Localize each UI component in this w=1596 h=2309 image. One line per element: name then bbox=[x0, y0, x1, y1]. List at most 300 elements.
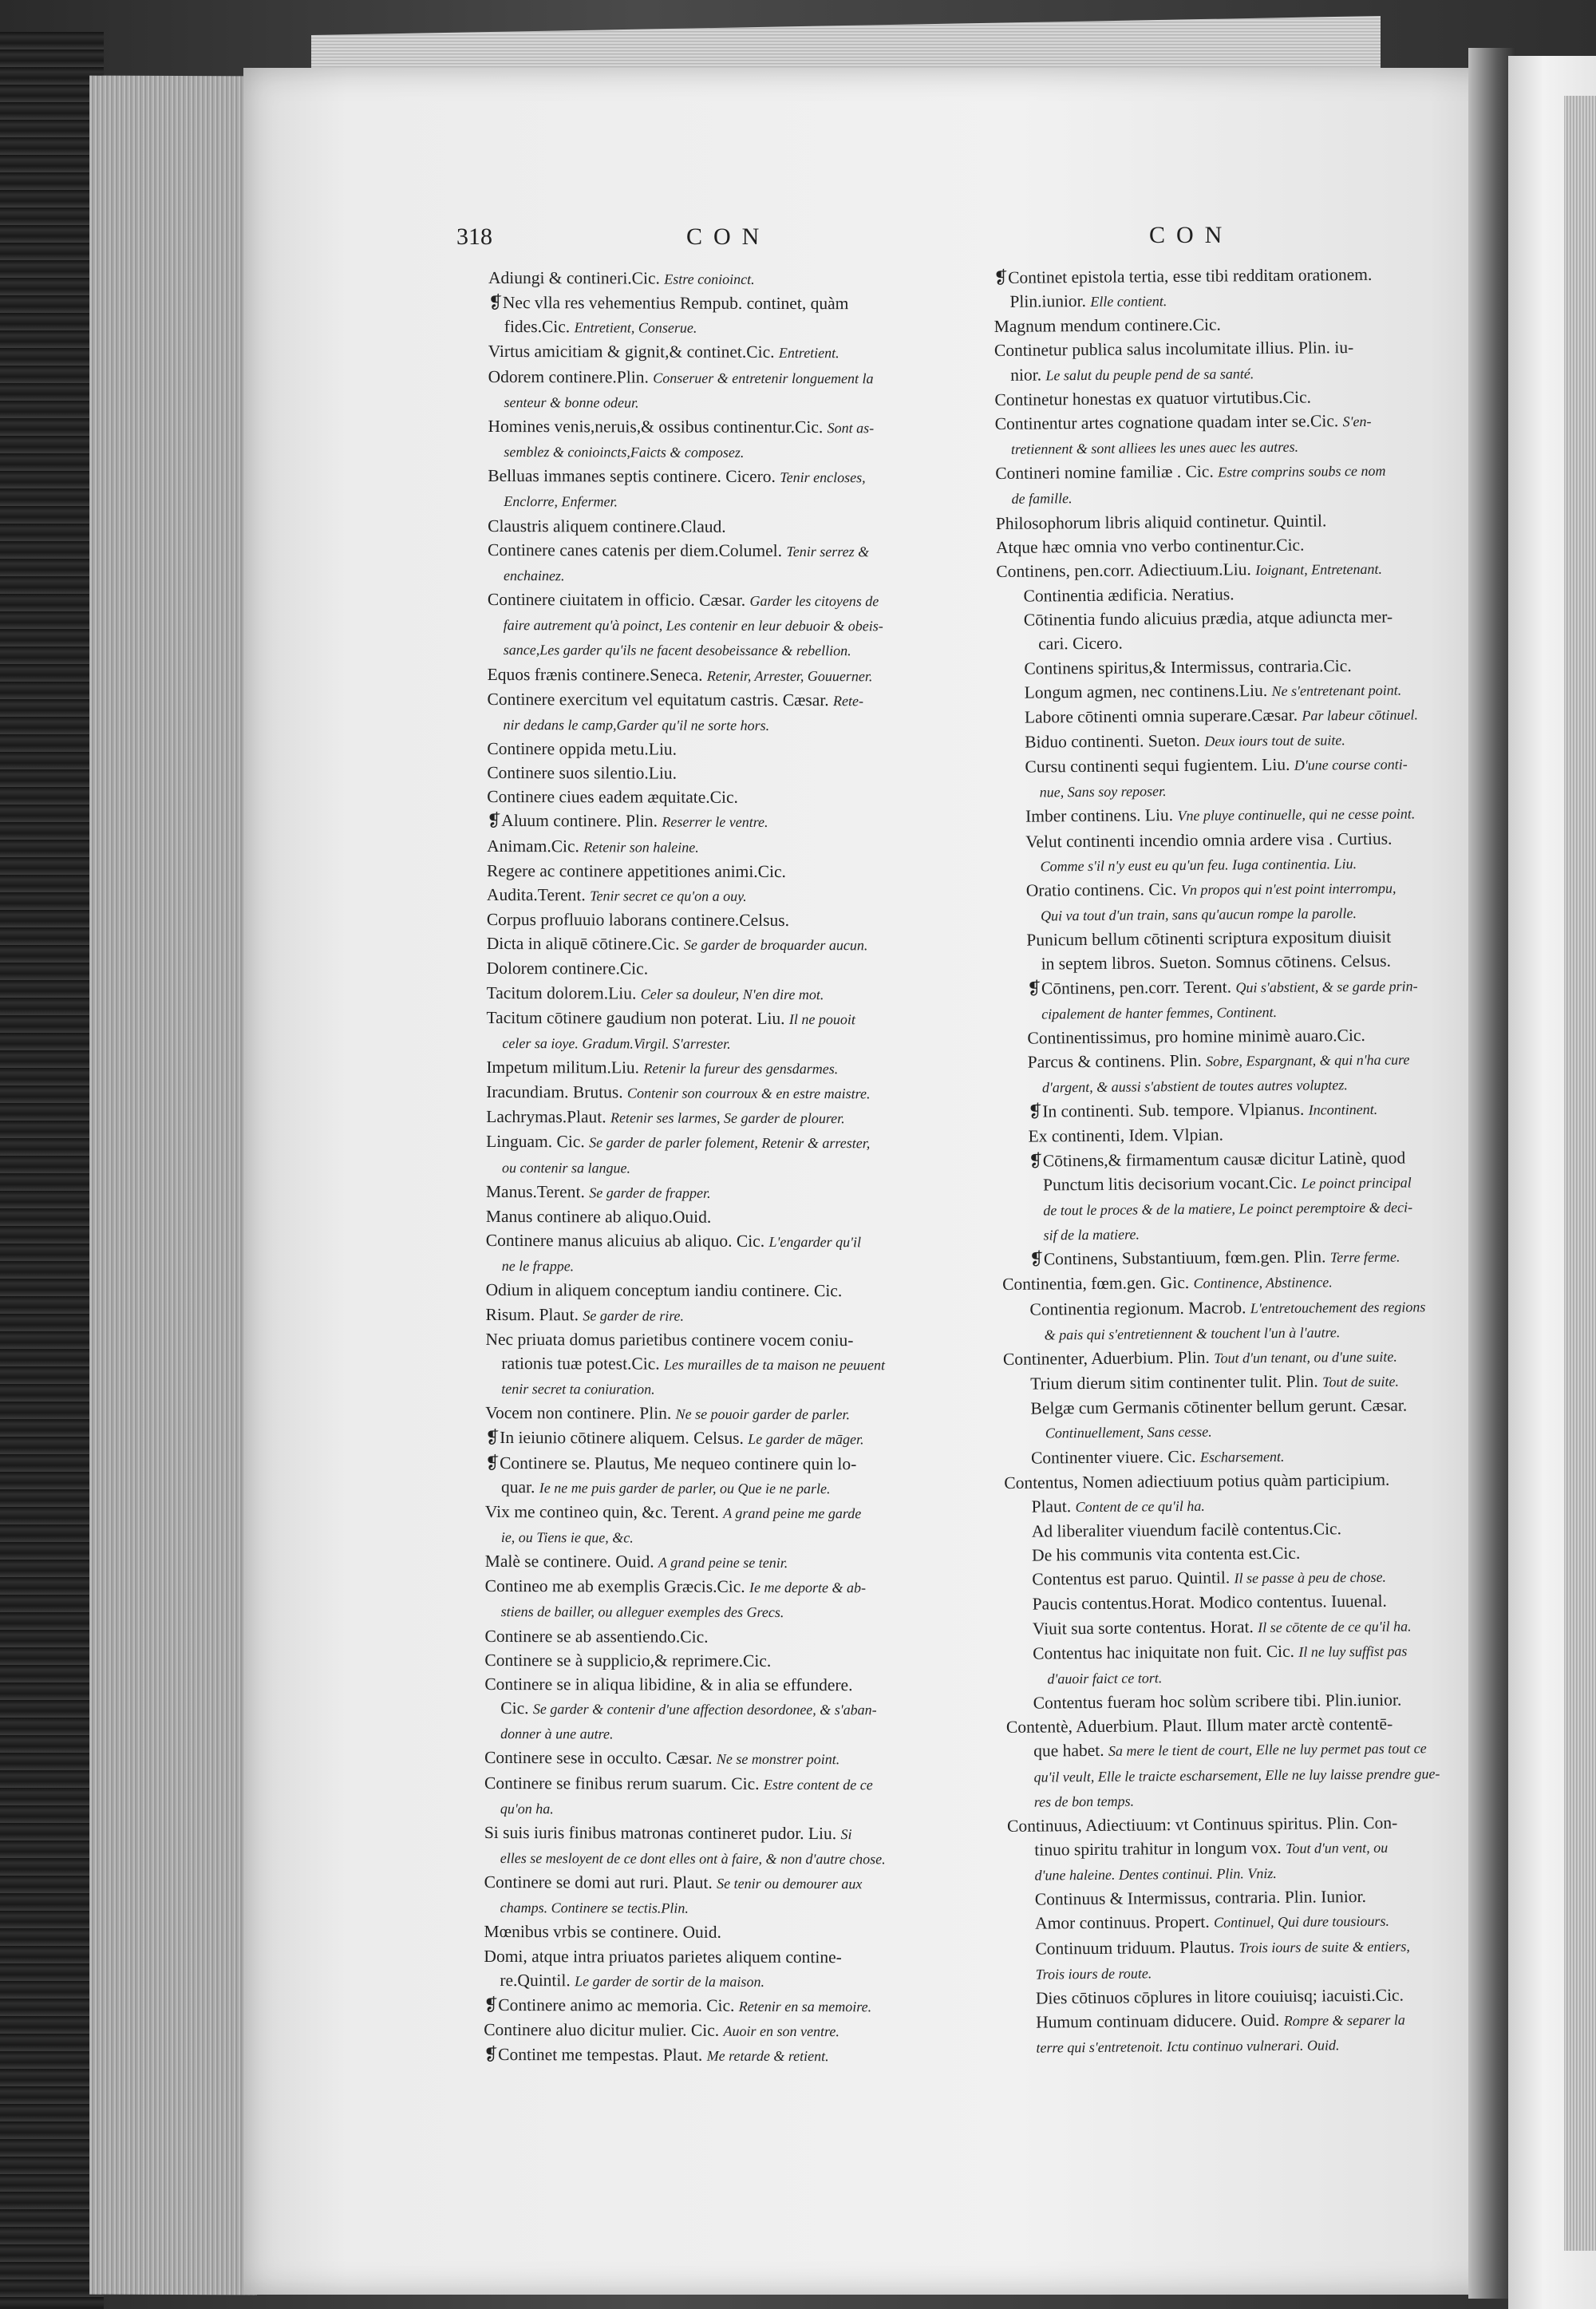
latin-text: Ex continenti, Idem. Vlpian. bbox=[1028, 1125, 1224, 1147]
french-gloss: Entretient, Conserue. bbox=[574, 319, 697, 336]
french-gloss: A grand peine se tenir. bbox=[658, 1554, 788, 1572]
entry-line bbox=[486, 1303, 957, 1329]
entry-line bbox=[484, 1944, 954, 1970]
latin-text: Continere se domi aut ruri. Plaut. bbox=[484, 1872, 713, 1892]
entry-line bbox=[488, 612, 958, 639]
entry-line bbox=[485, 1450, 956, 1476]
french-gloss: Tout d'un vent, ou bbox=[1285, 1839, 1389, 1856]
french-gloss: Ne s'entretenant point. bbox=[1271, 682, 1402, 699]
french-gloss: Garder les citoyens de bbox=[749, 592, 879, 610]
entry-line bbox=[486, 1055, 957, 1081]
latin-text: Belgæ cum Germanis cōtinenter bellum gerunt. Cæsar. bbox=[1030, 1395, 1408, 1418]
latin-text: Punicum bellum cōtinenti scriptura expositum diuisit bbox=[1026, 927, 1392, 950]
latin-text: Adiungi & contineri.Cic. bbox=[488, 268, 660, 288]
left-column bbox=[484, 266, 959, 2069]
entry-line bbox=[485, 1599, 956, 1625]
entry-line bbox=[486, 1204, 957, 1230]
entry-line bbox=[1000, 998, 1464, 1026]
entry-line bbox=[996, 556, 1460, 584]
french-gloss: L'engarder qu'il bbox=[768, 1234, 862, 1251]
entry-line bbox=[486, 1030, 957, 1057]
french-gloss: Estre comprins soubs ce nom bbox=[1218, 462, 1386, 480]
entry-line bbox=[1001, 1219, 1466, 1247]
entry-line bbox=[485, 1475, 956, 1501]
entry-line bbox=[1001, 1096, 1465, 1125]
latin-text: Contentus est paruo. Quintil. bbox=[1032, 1568, 1231, 1589]
french-gloss: Continence, Abstinence. bbox=[1193, 1274, 1333, 1292]
entry-line bbox=[485, 1376, 956, 1402]
latin-text: Odium in aliquem conceptum iandiu continere. Cic. bbox=[485, 1280, 843, 1301]
entry-line bbox=[1008, 1932, 1472, 1961]
latin-text: Contentus, Nomen adiectiuum potius quàm participium. bbox=[1004, 1469, 1390, 1493]
french-gloss: Entretient. bbox=[778, 345, 839, 362]
latin-text: cari. Cicero. bbox=[1038, 633, 1123, 654]
latin-text: Belluas immanes septis continere. Cicero. bbox=[488, 466, 776, 487]
entry-line bbox=[485, 1500, 956, 1526]
entry-line bbox=[1002, 1243, 1467, 1272]
latin-text: Claustris aliquem continere.Claud. bbox=[488, 516, 726, 536]
entry-line bbox=[1005, 1638, 1470, 1667]
latin-text: Continentia ædificia. Neratius. bbox=[1023, 584, 1235, 606]
latin-text: ❡Continens, Substantiuum, fœm.gen. Plin. bbox=[1029, 1247, 1326, 1269]
entry-line bbox=[1001, 1046, 1465, 1075]
entry-line bbox=[487, 737, 958, 762]
entry-line bbox=[485, 1549, 956, 1576]
entry-line bbox=[487, 834, 958, 860]
entry-line bbox=[487, 907, 958, 933]
french-gloss: Se garder de rire. bbox=[583, 1307, 685, 1324]
french-gloss: Le salut du peuple pend de sa santé. bbox=[1045, 365, 1254, 384]
french-gloss: donner à une autre. bbox=[500, 1726, 614, 1742]
entry-line bbox=[488, 339, 959, 366]
french-gloss: senteur & bonne odeur. bbox=[504, 393, 639, 411]
latin-text: Continere se in aliqua libidine, & in alia se effundere. bbox=[484, 1674, 853, 1695]
entry-line bbox=[488, 538, 958, 564]
latin-text: Contineri nomine familiæ . Cic. bbox=[995, 461, 1214, 484]
entry-line bbox=[1006, 1760, 1471, 1789]
french-gloss: stiens de bailler, ou alleguer exemples des Grecs. bbox=[500, 1603, 784, 1621]
latin-text: Continens, pen.corr. Adiectiuum.Liu. bbox=[996, 559, 1251, 581]
entry-line bbox=[1006, 1735, 1471, 1764]
french-gloss: Elle contient. bbox=[1090, 293, 1167, 310]
entry-line bbox=[487, 883, 958, 909]
entry-line bbox=[998, 850, 1463, 879]
entry-line bbox=[487, 712, 958, 738]
entry-line bbox=[1003, 1319, 1468, 1347]
latin-text: Vix me contineo quin, &c. Terent. bbox=[484, 1501, 719, 1522]
entry-line bbox=[1008, 1908, 1472, 1936]
entry-line bbox=[999, 875, 1464, 903]
latin-text: Animam.Cic. bbox=[487, 836, 579, 856]
french-gloss: Ie me deporte & ab- bbox=[749, 1580, 867, 1596]
latin-text: Atque hæc omnia vno verbo continentur.Cic. bbox=[995, 535, 1305, 557]
entry-line bbox=[488, 314, 959, 341]
entry-line bbox=[488, 464, 958, 490]
french-gloss: Terre ferme. bbox=[1329, 1248, 1400, 1266]
french-gloss: Tenir serrez & bbox=[786, 543, 870, 559]
french-gloss: d'une haleine. Dentes continui. Plin. Vniz. bbox=[1034, 1865, 1277, 1884]
latin-text: Oratio continens. Cic. bbox=[1025, 879, 1177, 900]
french-gloss: L'entretouchement des regions bbox=[1250, 1298, 1426, 1316]
latin-text: Continere ciues eadem æquitate.Cic. bbox=[487, 787, 738, 808]
book-cover-edge bbox=[0, 32, 104, 2309]
french-gloss: Ne se pouoir garder de parler. bbox=[675, 1406, 851, 1423]
latin-text: ❡Cōtinens,& firmamentum causæ dicitur Latinè, quod bbox=[1028, 1148, 1406, 1171]
french-gloss: Content de ce qu'il ha. bbox=[1075, 1497, 1205, 1515]
french-gloss: Me retarde & retient. bbox=[706, 2047, 829, 2065]
latin-text: Punctum litis decisorium vocant.Cic. bbox=[1042, 1172, 1298, 1195]
french-gloss: Sont as- bbox=[827, 420, 875, 437]
facing-page-edge bbox=[1564, 96, 1596, 2251]
entry-line bbox=[1009, 2031, 1473, 2060]
french-gloss: Tenir secret ce qu'on a ouy. bbox=[590, 888, 747, 904]
latin-text: Parcus & continens. Plin. bbox=[1027, 1050, 1202, 1072]
entry-line bbox=[485, 1351, 956, 1378]
french-gloss: Tout d'un tenant, ou d'une suite. bbox=[1214, 1348, 1397, 1366]
entry-line bbox=[488, 439, 958, 465]
french-gloss: Retenir, Arrester, Gouuerner. bbox=[706, 667, 873, 684]
french-gloss: sance,Les garder qu'ils ne facent desobeissance & rebellion. bbox=[503, 642, 851, 659]
latin-text: Paucis contentus.Horat. Modico contentus. Iuuenal. bbox=[1032, 1591, 1387, 1615]
french-gloss: Celer sa douleur, N'en dire mot. bbox=[640, 986, 824, 1002]
french-gloss: Continuel, Qui dure tousiours. bbox=[1213, 1913, 1389, 1931]
french-gloss: Retenir en sa memoire. bbox=[738, 1998, 872, 2015]
latin-text: Contineo me ab exemplis Græcis.Cic. bbox=[484, 1576, 745, 1597]
entry-line bbox=[998, 677, 1462, 706]
latin-text: Continenter viuere. Cic. bbox=[1030, 1446, 1196, 1468]
french-gloss: sif de la matiere. bbox=[1043, 1226, 1140, 1243]
latin-text: Homines venis,neruis,& ossibus continentur.Cic. bbox=[488, 416, 824, 437]
entry-line bbox=[485, 1327, 956, 1353]
latin-text: Philosophorum libris aliquid continetur. Quintil. bbox=[995, 510, 1327, 533]
french-gloss: Retenir la fureur des gensdarmes. bbox=[643, 1060, 839, 1077]
french-gloss: Estre conioinct. bbox=[664, 271, 755, 287]
french-gloss: champs. Continere se tectis.Plin. bbox=[500, 1900, 689, 1916]
latin-text: Plin.iunior. bbox=[1009, 291, 1087, 311]
entry-line bbox=[1005, 1564, 1469, 1592]
french-gloss: enchainez. bbox=[503, 567, 565, 584]
french-gloss: Qui s'abstient, & se garde prin- bbox=[1235, 977, 1418, 995]
entry-line bbox=[1007, 1785, 1472, 1814]
french-gloss: Incontinent. bbox=[1308, 1101, 1378, 1118]
french-gloss: Il ne luy suffist pas bbox=[1298, 1643, 1408, 1660]
page-stack-edge bbox=[89, 76, 257, 2295]
latin-text: Domi, atque intra priuatos parietes aliquem contine- bbox=[484, 1946, 842, 1967]
french-gloss: Rompre & separer la bbox=[1283, 2011, 1405, 2030]
latin-text: Contentus hac iniquitate non fuit. Cic. bbox=[1033, 1641, 1295, 1663]
entry-line bbox=[484, 1968, 954, 1995]
french-gloss: S'en- bbox=[1342, 413, 1372, 430]
latin-text: re.Quintil. bbox=[500, 1970, 571, 1991]
french-gloss: qu'on ha. bbox=[500, 1800, 554, 1817]
french-gloss: Le garder de māger. bbox=[748, 1431, 864, 1448]
french-gloss: qu'il veult, Elle le traicte escharsement, Elle ne luy laisse prendre gue- bbox=[1033, 1765, 1440, 1785]
latin-text: Manus continere ab aliquo.Ouid. bbox=[485, 1206, 712, 1227]
latin-text: Contentè, Aduerbium. Plaut. Illum mater arctè contentē- bbox=[1005, 1714, 1393, 1738]
entry-line bbox=[488, 587, 958, 614]
entry-line bbox=[1005, 1612, 1470, 1641]
entry-line bbox=[1003, 1343, 1468, 1372]
latin-text: tinuo spiritu trahitur in longum vox. bbox=[1034, 1837, 1282, 1860]
french-gloss: Reserrer le ventre. bbox=[662, 814, 768, 831]
entry-line bbox=[484, 1870, 955, 1896]
french-gloss: nue, Sans soy reposer. bbox=[1039, 783, 1167, 801]
french-gloss: tretiennent & sont alliees les unes auec les autres. bbox=[1010, 438, 1299, 457]
entry-line bbox=[488, 266, 959, 292]
latin-text: ❡In continenti. Sub. tempore. Vlpianus. bbox=[1028, 1099, 1305, 1121]
latin-text: Humum continuam diducere. Ouid. bbox=[1036, 2010, 1280, 2032]
latin-text: Cōtinentia fundo alicuius prædia, atque adiuncta mer- bbox=[1023, 607, 1393, 630]
latin-text: Continere se à supplicio,& reprimere.Cic. bbox=[484, 1650, 772, 1670]
entry-line bbox=[488, 291, 959, 316]
latin-text: Vocem non continere. Plin. bbox=[485, 1403, 672, 1423]
latin-text: Linguam. Cic. bbox=[486, 1132, 585, 1152]
french-gloss: Il se cōtente de ce qu'il ha. bbox=[1258, 1618, 1412, 1635]
entry-line bbox=[486, 1228, 957, 1255]
french-gloss: ne le frappe. bbox=[501, 1258, 575, 1275]
latin-text: Labore cōtinenti omnia superare.Cæsar. bbox=[1024, 705, 1298, 727]
latin-text: fides.Cic. bbox=[504, 317, 571, 337]
french-gloss: tenir secret ta coniuration. bbox=[501, 1381, 655, 1398]
entry-line bbox=[998, 702, 1462, 730]
latin-text: Amor continuus. Propert. bbox=[1035, 1912, 1210, 1934]
latin-text: Dies cōtinuos cōplures in litore couiuisq; iacuisti.Cic. bbox=[1035, 1985, 1404, 2008]
entry-line bbox=[487, 981, 958, 1007]
entry-line bbox=[488, 637, 958, 663]
french-gloss: Sobre, Espargnant, & qui n'ha cure bbox=[1205, 1051, 1410, 1069]
latin-text: Continere exercitum vel equitatum castris. Cæsar. bbox=[487, 689, 829, 710]
latin-text: Continentur artes cognatione quadam inter se.Cic. bbox=[994, 411, 1339, 433]
latin-text: Continere aluo dicitur mulier. Cic. bbox=[484, 2020, 720, 2040]
french-gloss: Deux iours tout de suite. bbox=[1204, 732, 1345, 749]
french-gloss: Vne pluye continuelle, qui ne cesse point. bbox=[1177, 805, 1416, 824]
entry-line bbox=[1003, 1368, 1468, 1397]
latin-text: nior. bbox=[1010, 365, 1042, 385]
entry-line bbox=[486, 1105, 957, 1131]
french-gloss: Continuellement, Sans cesse. bbox=[1045, 1424, 1212, 1441]
entry-line bbox=[486, 1253, 957, 1279]
latin-text: Ad liberaliter viuendum facilè contentus.Cic. bbox=[1031, 1519, 1342, 1541]
french-gloss: terre qui s'entretenoit. Ictu continuo vulnerari. Ouid. bbox=[1036, 2037, 1340, 2056]
entry-line bbox=[1003, 1393, 1468, 1421]
entry-line bbox=[486, 1006, 957, 1032]
french-gloss: res de bon temps. bbox=[1033, 1793, 1135, 1810]
french-gloss: faire autrement qu'à poinct, Les contenir en leur debuoir & obeis- bbox=[503, 617, 883, 635]
latin-text: Continere sese in occulto. Cæsar. bbox=[484, 1748, 713, 1769]
entry-line bbox=[998, 776, 1463, 805]
french-gloss: Trois iours de suite & entiers, bbox=[1238, 1938, 1410, 1956]
entry-line bbox=[484, 1696, 955, 1722]
french-gloss: Tout de suite. bbox=[1322, 1373, 1400, 1390]
latin-text: ❡Continet me tempestas. Plaut. bbox=[484, 2045, 703, 2065]
entry-line bbox=[1004, 1417, 1468, 1445]
latin-text: Continetur publica salus incolumitate illius. Plin. iu- bbox=[994, 338, 1354, 361]
entry-line bbox=[484, 1721, 955, 1747]
entry-line bbox=[1002, 1268, 1467, 1297]
french-gloss: Tenir encloses, bbox=[780, 469, 866, 486]
latin-text: Tacitum cōtinere gaudium non poterat. Liu. bbox=[486, 1007, 785, 1028]
latin-text: Impetum militum.Liu. bbox=[486, 1057, 640, 1077]
entry-line bbox=[1001, 1145, 1466, 1173]
entry-line bbox=[486, 1278, 957, 1303]
entry-line bbox=[484, 1920, 954, 1945]
french-gloss: Si bbox=[840, 1826, 852, 1843]
latin-text: in septem libros. Sueton. Somnus cōtinens. Celsus. bbox=[1041, 951, 1392, 974]
entry-line bbox=[486, 1155, 957, 1181]
page-number: 318 bbox=[456, 223, 492, 250]
entry-line bbox=[486, 1080, 957, 1106]
entry-line bbox=[488, 563, 958, 589]
entry-line bbox=[1002, 1293, 1467, 1322]
latin-text: Trium dierum sitim continenter tulit. Plin. bbox=[1030, 1371, 1318, 1394]
latin-text: Continere suos silentio.Liu. bbox=[487, 763, 678, 783]
latin-text: Biduo continenti. Sueton. bbox=[1025, 730, 1201, 752]
latin-text: Equos frænis continere.Seneca. bbox=[487, 664, 703, 685]
latin-text: Dolorem continere.Cic. bbox=[486, 959, 649, 979]
french-gloss: A grand peine me garde bbox=[723, 1504, 862, 1522]
entry-line bbox=[1005, 1663, 1470, 1691]
latin-text: Contentus fueram hoc solùm scribere tibi. Plin.iunior. bbox=[1033, 1690, 1402, 1713]
entry-line bbox=[995, 408, 1460, 437]
entry-line bbox=[1001, 1071, 1465, 1100]
latin-text: Continere ciuitatem in officio. Cæsar. bbox=[487, 590, 746, 610]
entry-line bbox=[485, 1401, 956, 1427]
entry-line bbox=[998, 751, 1462, 780]
french-gloss: Se garder de broquarder aucun. bbox=[683, 936, 868, 954]
entry-line bbox=[994, 286, 1458, 314]
entry-line bbox=[484, 1796, 955, 1822]
latin-text: Continuus & Intermissus, contraria. Plin. Iunior. bbox=[1034, 1887, 1367, 1909]
entry-line bbox=[488, 514, 958, 540]
latin-text: que habet. bbox=[1033, 1741, 1104, 1761]
french-gloss: Retenir son haleine. bbox=[583, 838, 699, 856]
french-gloss: Ne se monstrer point. bbox=[716, 1751, 840, 1768]
french-gloss: Ie ne me puis garder de parler, ou Que ie ne parle. bbox=[539, 1479, 831, 1497]
entry-line bbox=[1007, 1859, 1472, 1888]
french-gloss: de tout le proces & de la matiere, Le poinct peremptoire & deci- bbox=[1043, 1199, 1413, 1219]
entry-line bbox=[488, 414, 958, 441]
entry-line bbox=[1006, 1687, 1471, 1715]
latin-text: Cursu continenti sequi fugientem. Liu. bbox=[1025, 754, 1290, 777]
entry-line bbox=[998, 801, 1463, 829]
french-gloss: Escharsement. bbox=[1199, 1448, 1285, 1465]
entry-line bbox=[1001, 1169, 1466, 1198]
latin-text: Viuit sua sorte contentus. Horat. bbox=[1032, 1616, 1254, 1639]
latin-text: Continere se finibus rerum suarum. Cic. bbox=[484, 1773, 760, 1793]
french-gloss: Contenir son courroux & en estre maistre. bbox=[627, 1085, 871, 1102]
latin-text: Tacitum dolorem.Liu. bbox=[486, 983, 637, 1003]
entry-line bbox=[484, 1821, 955, 1847]
latin-text: Longum agmen, nec continens.Liu. bbox=[1024, 680, 1268, 702]
latin-text: Continentia, fœm.gen. Gic. bbox=[1002, 1273, 1190, 1295]
entry-line bbox=[486, 1180, 957, 1206]
latin-text: Iracundiam. Brutus. bbox=[486, 1082, 623, 1102]
entry-line bbox=[995, 433, 1460, 461]
french-gloss: Estre content de ce bbox=[763, 1776, 873, 1793]
latin-text: Continere oppida metu.Liu. bbox=[487, 738, 678, 759]
french-gloss: Il se passe à peu de chose. bbox=[1234, 1569, 1387, 1587]
french-gloss: Se tenir ou demourer aux bbox=[717, 1875, 863, 1892]
latin-text: Continens spiritus,& Intermissus, contraria.Cic. bbox=[1024, 655, 1352, 678]
entry-line bbox=[484, 2042, 954, 2069]
latin-text: Continere se ab assentiendo.Cic. bbox=[484, 1626, 709, 1647]
entry-line bbox=[1000, 972, 1464, 1001]
latin-text: Nec priuata domus parietibus continere vocem coniu- bbox=[485, 1329, 854, 1350]
entry-line bbox=[488, 389, 959, 416]
right-column bbox=[994, 262, 1474, 2060]
entry-line bbox=[485, 1574, 956, 1600]
latin-text: Manus.Terent. bbox=[485, 1181, 585, 1202]
entry-line bbox=[994, 359, 1459, 388]
entry-line bbox=[487, 956, 958, 982]
entry-line bbox=[484, 1672, 955, 1698]
french-gloss: Auoir en son ventre. bbox=[723, 2022, 839, 2040]
french-gloss: Les murailles de ta maison ne peuuent bbox=[664, 1356, 886, 1374]
latin-text: Continentissimus, pro homine minimè auaro.Cic. bbox=[1027, 1025, 1365, 1048]
french-gloss: de famille. bbox=[1011, 490, 1073, 508]
french-gloss: Se garder de parler folement, Retenir & arrester, bbox=[589, 1134, 871, 1152]
french-gloss: Enclorre, Enfermer. bbox=[504, 493, 618, 510]
entry-line bbox=[488, 687, 958, 714]
french-gloss: Le garder de sortir de la maison. bbox=[575, 1973, 764, 1990]
entry-line bbox=[484, 2018, 954, 2044]
french-gloss: semblez & conioincts,Faicts & composez. bbox=[504, 444, 745, 461]
latin-text: quar. bbox=[500, 1477, 535, 1497]
entry-line bbox=[486, 1129, 957, 1156]
entry-line bbox=[488, 488, 958, 515]
latin-text: ❡In ieiunio cōtinere aliquem. Celsus. bbox=[485, 1428, 744, 1449]
french-gloss: celer sa ioye. Gradum.Virgil. S'arrester. bbox=[502, 1034, 731, 1052]
latin-text: rationis tuæ potest.Cic. bbox=[501, 1353, 660, 1374]
french-gloss: ou contenir sa langue. bbox=[502, 1159, 631, 1176]
latin-text: Regere ac continere appetitiones animi.Cic. bbox=[486, 860, 786, 881]
latin-text: Continere canes catenis per diem.Columel. bbox=[488, 540, 783, 560]
entry-line bbox=[995, 482, 1460, 511]
entry-line bbox=[997, 604, 1461, 632]
entry-line bbox=[485, 1425, 956, 1452]
entry-line bbox=[487, 761, 958, 786]
latin-text: Continenter, Aduerbium. Plin. bbox=[1002, 1347, 1210, 1369]
latin-text: Imber continens. Liu. bbox=[1025, 805, 1174, 827]
entry-line bbox=[487, 785, 958, 810]
latin-text: De his communis vita contenta est.Cic. bbox=[1031, 1543, 1301, 1565]
latin-text: Virtus amicitiam & gignit,& continet.Cic. bbox=[488, 342, 775, 362]
latin-text: Malè se continere. Ouid. bbox=[484, 1552, 654, 1572]
latin-text: Continuus, Adiectiuum: vt Continuus spiritus. Plin. Con- bbox=[1006, 1813, 1398, 1836]
entry-line bbox=[1001, 1194, 1466, 1223]
french-gloss: Retenir ses larmes, Se garder de plourer. bbox=[610, 1109, 845, 1127]
entry-line bbox=[484, 1993, 954, 2019]
entry-line bbox=[998, 726, 1462, 755]
latin-text: Continentia regionum. Macrob. bbox=[1029, 1297, 1246, 1319]
french-gloss: Par labeur cōtinuel. bbox=[1302, 706, 1418, 724]
latin-text: Si suis iuris finibus matronas contineret pudor. Liu. bbox=[484, 1822, 837, 1843]
french-gloss: Comme s'il n'y eust eu qu'un feu. Iuga continentia. Liu. bbox=[1040, 855, 1357, 875]
entry-line bbox=[487, 809, 958, 835]
french-gloss: elles se mesloyent de ce dont elles ont à faire, & non d'autre chose. bbox=[500, 1850, 886, 1868]
latin-text: Velut continenti incendio omnia ardere visa . Curtius. bbox=[1025, 828, 1393, 852]
latin-text: Lachrymas.Plaut. bbox=[486, 1107, 606, 1127]
french-gloss: Le poinct principal bbox=[1301, 1174, 1412, 1192]
french-gloss: Vn propos qui n'est point interrompu, bbox=[1180, 880, 1396, 898]
french-gloss: Se garder & contenir d'une affection desordonee, & s'aban- bbox=[532, 1701, 877, 1718]
entry-line bbox=[484, 1771, 955, 1797]
latin-text: Magnum mendum continere.Cic. bbox=[994, 314, 1221, 337]
running-head-right: CON bbox=[1149, 222, 1234, 248]
latin-text: Odorem continere.Plin. bbox=[488, 366, 649, 387]
entry-line bbox=[484, 1746, 955, 1772]
entry-line bbox=[484, 1845, 955, 1872]
